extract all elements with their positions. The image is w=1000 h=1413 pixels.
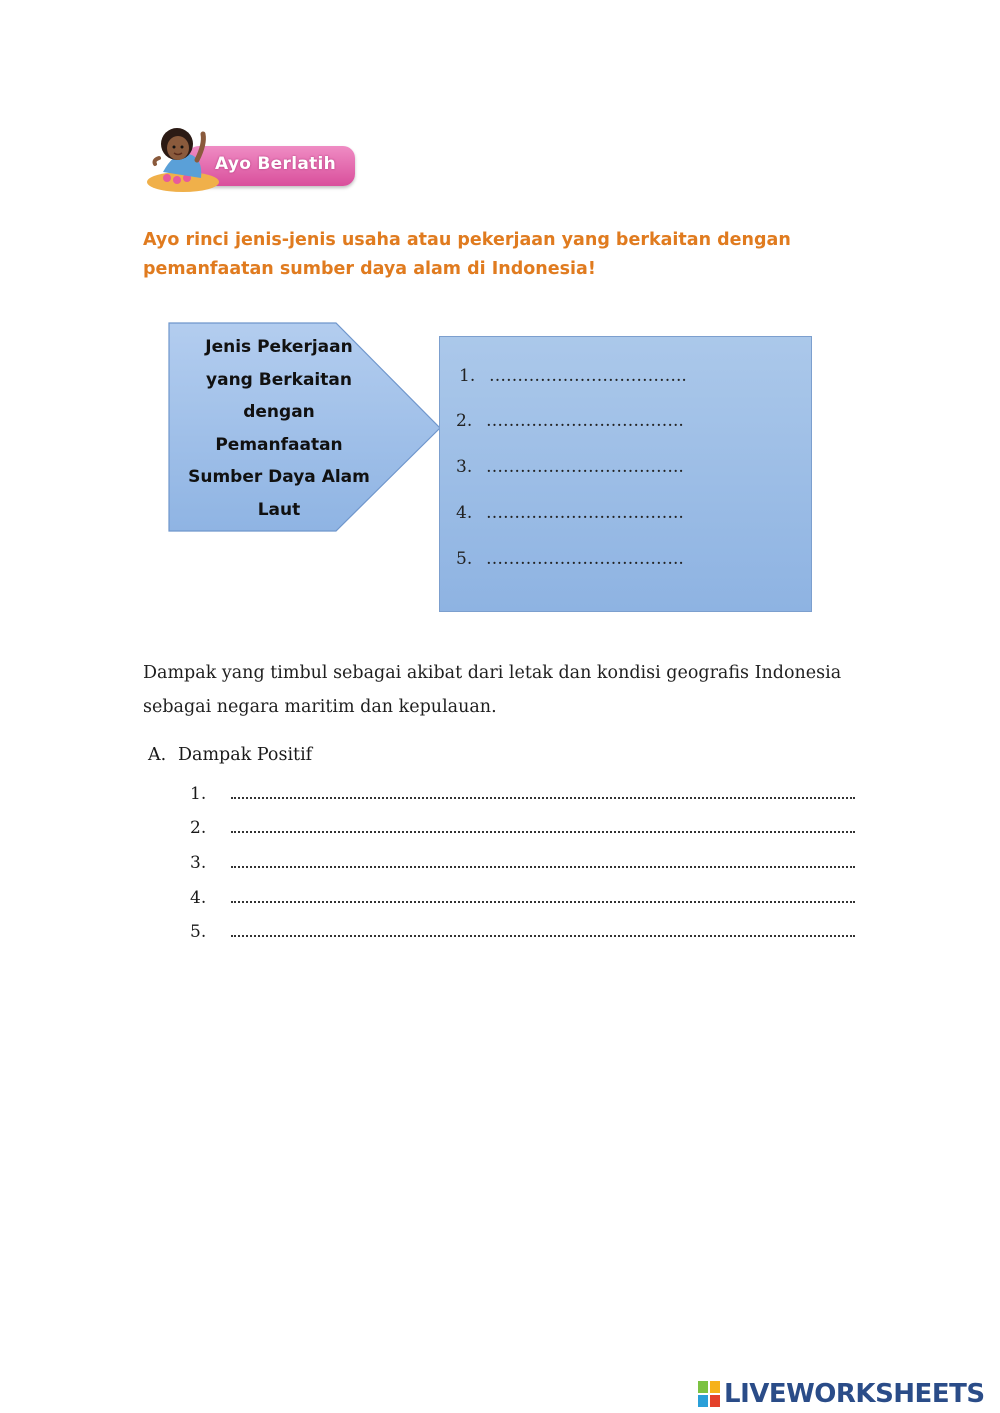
fill-in-line[interactable]: [231, 783, 855, 799]
answer-line-1[interactable]: [459, 366, 687, 386]
section-title: Dampak Positif: [178, 745, 313, 765]
answer-dots: ……………………………..: [486, 503, 684, 523]
positive-impact-row-5[interactable]: [190, 921, 855, 942]
instruction-text: Ayo rinci jenis-jenis usaha atau pekerjaan yang berkaitan dengan pemanfaatan sumber daya alam di Indonesia!: [143, 230, 791, 279]
row-number: 3.: [190, 853, 207, 873]
answer-dots: ……………………………..: [489, 366, 687, 386]
answer-line-2[interactable]: [456, 411, 684, 431]
arrow-box-label: [180, 331, 378, 526]
answer-number: 3.: [456, 457, 473, 477]
arrow-line: yang Berkaitan: [206, 369, 352, 390]
fill-in-line[interactable]: [231, 887, 855, 903]
section-a-heading: [148, 745, 312, 765]
liveworksheets-logo-icon: [698, 1381, 720, 1407]
arrow-line: Pemanfaatan: [215, 434, 343, 455]
answer-box: [439, 336, 812, 612]
liveworksheets-logo[interactable]: [698, 1378, 985, 1410]
fill-in-line[interactable]: [231, 852, 855, 868]
answer-line-5[interactable]: [456, 549, 684, 569]
brand-name: LIVEWORKSHEETS: [724, 1379, 985, 1409]
answer-number: 4.: [456, 503, 473, 523]
fill-in-line[interactable]: [231, 921, 855, 937]
answer-line-4[interactable]: [456, 503, 684, 523]
arrow-line: Jenis Pekerjaan: [205, 337, 353, 357]
answer-number: 5.: [456, 549, 473, 569]
arrow-line: dengan: [243, 402, 315, 422]
arrow-line: Laut: [257, 499, 301, 520]
positive-impact-row-1[interactable]: [190, 783, 855, 804]
ayo-berlatih-badge: [145, 120, 360, 200]
impact-paragraph: Dampak yang timbul sebagai akibat dari letak dan kondisi geografis Indonesia sebagai negara maritim dan kepulauan.: [143, 663, 842, 717]
answer-line-3[interactable]: [456, 457, 684, 477]
section-letter: A.: [148, 745, 167, 765]
row-number: 4.: [190, 888, 207, 908]
answer-number: 1.: [459, 366, 476, 386]
answer-dots: ……………………………..: [486, 457, 684, 477]
fill-in-line[interactable]: [231, 817, 855, 833]
answer-dots: ……………………………..: [486, 411, 684, 431]
row-number: 1.: [190, 784, 207, 804]
row-number: 2.: [190, 818, 207, 838]
row-number: 5.: [190, 922, 207, 942]
positive-impact-row-3[interactable]: [190, 852, 855, 873]
answer-number: 2.: [456, 411, 473, 431]
positive-impact-row-2[interactable]: [190, 817, 855, 838]
answer-dots: ……………………………..: [486, 549, 684, 569]
positive-impact-row-4[interactable]: [190, 887, 855, 908]
badge-label: Ayo Berlatih: [215, 154, 337, 174]
arrow-line: Sumber Daya Alam: [188, 467, 370, 487]
